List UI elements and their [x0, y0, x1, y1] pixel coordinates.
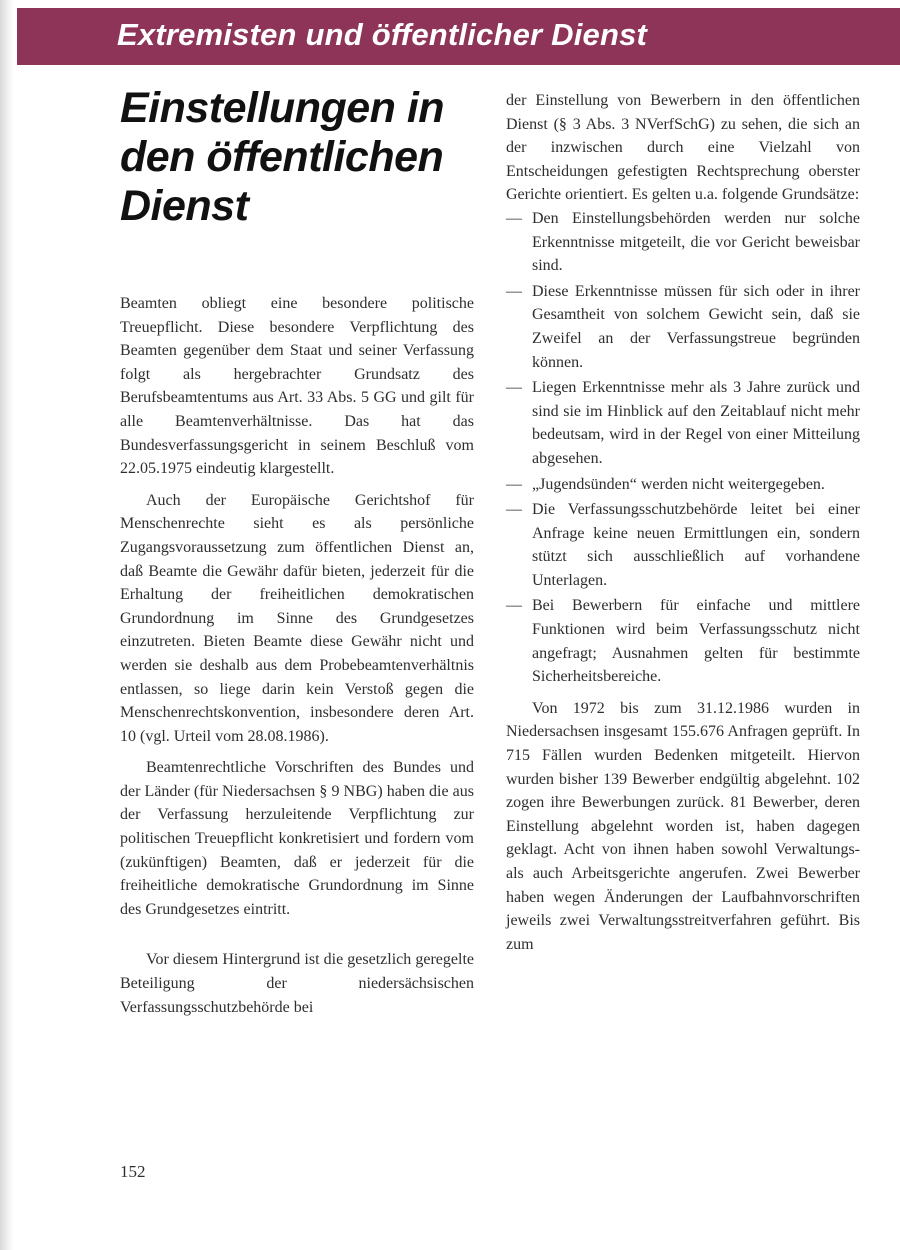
list-item [506, 594, 860, 688]
article-heading: Einstellungen in den öffentlichen Dienst [120, 84, 445, 230]
paragraph: Von 1972 bis zum 31.12.1986 wurden in Niedersachsen insgesamt 155.676 Anfragen geprüft. In 715 Fällen wurden Bedenken mitgeteilt. Hiervon wurden bisher 139 Bewerber endgültig abgelehnt. 102 zogen ihre Bewerbungen zurück. 81 Bewerber, deren Einstellung abgelehnt worden ist, haben dagegen geklagt. Acht von ihnen haben sowohl Verwaltungs- als auch Arbeitsgerichte angerufen. Zwei Bewerber haben wegen Änderungen der Laufbahnvorschriften jeweils zwei Verwaltungsstreitverfahren geführt. Bis zum [506, 699, 860, 953]
page-edge [0, 0, 14, 1250]
list-item-text: Liegen Erkenntnisse mehr als 3 Jahre zurück und sind sie im Hinblick auf den Zeitablauf nicht mehr bedeutsam, wird in der Regel von einer Mitteilung abgesehen. [532, 379, 860, 467]
paragraph: der Einstellung von Bewerbern in den öffentlichen Dienst (§ 3 Abs. 3 NVerfSchG) zu sehen, die sich an der inzwischen durch eine Vielzahl von Entscheidungen gefestigten Rechtsprechung oberster Gerichte orientiert. Es gelten u.a. folgende Grundsätze: [506, 92, 860, 204]
section-title: Extremisten und öffentlicher Dienst [117, 17, 648, 52]
paragraph: Auch der Europäische Gerichtshof für Menschenrechte sieht es als persönliche Zugangsvoraussetzung zum öffentlichen Dienst an, daß Beamte die Gewähr dafür bieten, jederzeit für die Erhaltung der freiheitlichen demokratischen Grundordnung im Sinne des Grundgesetzes einzutreten. Bieten Beamte diese Gewähr nicht und werden sie deshalb aus dem Probebeamtenverhältnis entlassen, so liege darin kein Verstoß gegen die Menschenrechtskonvention, insbesondere deren Art. 10 (vgl. Urteil vom 28.08.1986). [120, 491, 474, 745]
dash-marker: — [506, 501, 522, 519]
right-column [506, 89, 860, 956]
paragraph: Beamten obliegt eine besondere politische Treuepflicht. Diese besondere Verpflichtung des Beamten gegenüber dem Staat und seiner Verfassung folgt als hergebrachter Grundsatz des Berufsbeamtentums aus Art. 33 Abs. 5 GG und gilt für alle Beamtenverhältnisse. Das hat das Bundesverfassungsgericht in seinem Beschluß vom 22.05.1975 eindeutig klargestellt. [120, 295, 474, 478]
list-item-text: Bei Bewerbern für einfache und mittlere Funktionen wird beim Verfassungsschutz nicht angefragt; Ausnahmen gelten für bestimmte Sicherheitsbereiche. [532, 597, 860, 686]
dash-marker: — [506, 597, 522, 615]
principles-list [506, 207, 860, 689]
paragraph: Beamtenrechtliche Vorschriften des Bundes und der Länder (für Niedersachsen § 9 NBG) haben die aus der Verfassung herzuleitende Verpflichtung zur politischen Treuepflicht konkretisiert und fordern vom (zukünftigen) Beamten, daß er jederzeit für die freiheitliche demokratische Grundordnung im Sinne des Grundgesetzes eintritt. [120, 759, 474, 918]
list-item-text: Den Einstellungsbehörden werden nur solche Erkenntnisse mitgeteilt, die vor Gericht beweisbar sind. [532, 209, 860, 275]
dash-marker: — [506, 282, 522, 300]
left-column [120, 292, 474, 1019]
page-number: 152 [120, 1162, 146, 1181]
dash-marker: — [506, 475, 522, 493]
list-item [506, 207, 860, 278]
list-item [506, 280, 860, 374]
list-item [506, 376, 860, 470]
list-item [506, 473, 860, 497]
list-item-text: Die Verfassungsschutzbehörde leitet bei einer Anfrage keine neuen Ermittlungen ein, sondern stützt sich ausschließlich auf vorhandene Unterlagen. [532, 501, 860, 589]
list-item [506, 498, 860, 592]
dash-marker: — [506, 209, 522, 227]
dash-marker: — [506, 379, 522, 397]
list-item-text: Diese Erkenntnisse müssen für sich oder in ihrer Gesamtheit von solchem Gewicht sein, daß sie Zweifel an der Verfassungstreue begründen können. [532, 282, 860, 371]
section-banner [17, 8, 900, 65]
list-item-text: „Jugendsünden“ werden nicht weitergegeben. [532, 475, 825, 493]
paragraph: Vor diesem Hintergrund ist die gesetzlich geregelte Beteiligung der niedersächsischen Verfassungsschutzbehörde bei [120, 951, 474, 1016]
